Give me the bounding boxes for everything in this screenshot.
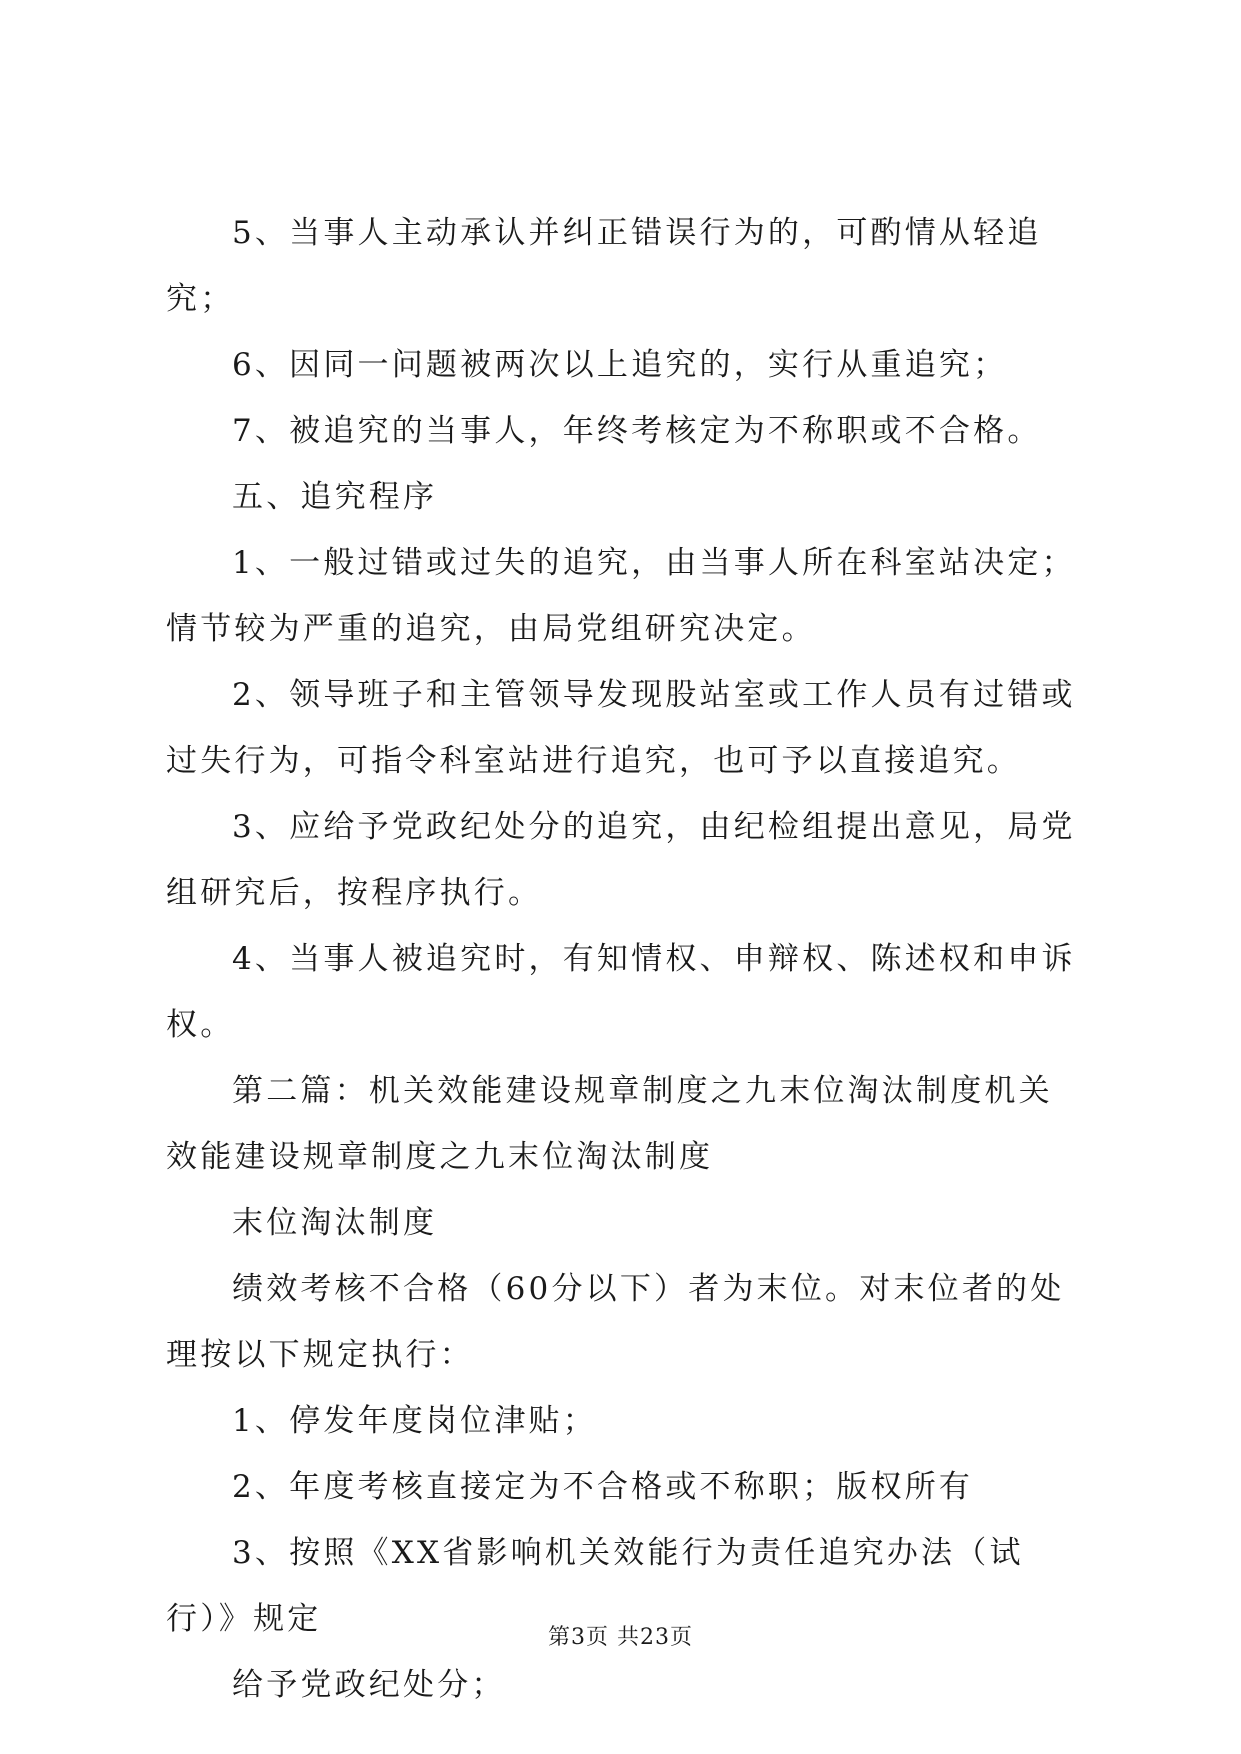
elimination-item-1: 1、停发年度岗位津贴； bbox=[232, 1403, 597, 1439]
elimination-rule-intro: 绩效考核不合格（60分以下）者为末位。对末位者的处理按以下规定执行： bbox=[166, 1271, 1065, 1373]
elimination-item-2: 2、年度考核直接定为不合格或不称职；版权所有 bbox=[232, 1469, 974, 1505]
procedure-item-4: 4、当事人被追究时，有知情权、申辩权、陈述权和申诉权。 bbox=[166, 941, 1076, 1043]
section-heading-procedure: 五、追究程序 bbox=[232, 479, 438, 515]
chapter-two-title: 第二篇：机关效能建设规章制度之九末位淘汰制度机关效能建设规章制度之九末位淘汰制度 bbox=[166, 1073, 1053, 1175]
paragraph-6-heavy-penalty: 6、因同一问题被两次以上追究的，实行从重追究； bbox=[232, 347, 1008, 383]
paragraph-5-light-penalty: 5、当事人主动承认并纠正错误行为的，可酌情从轻追究； bbox=[166, 215, 1042, 317]
page-number-footer: 第3页 共23页 bbox=[548, 1625, 693, 1650]
document-body bbox=[166, 200, 1086, 1718]
procedure-item-3: 3、应给予党政纪处分的追究，由纪检组提出意见，局党组研究后，按程序执行。 bbox=[166, 809, 1076, 911]
elimination-item-3-continued: 给予党政纪处分； bbox=[232, 1667, 506, 1703]
procedure-item-1: 1、一般过错或过失的追究，由当事人所在科室站决定；情节较为严重的追究，由局党组研究决定。 bbox=[166, 545, 1076, 647]
paragraph-7-annual-review: 7、被追究的当事人，年终考核定为不称职或不合格。 bbox=[232, 413, 1042, 449]
procedure-item-2: 2、领导班子和主管领导发现股站室或工作人员有过错或过失行为，可指令科室站进行追究，也可予以直接追究。 bbox=[166, 677, 1076, 779]
elimination-item-3: 3、按照《XX省影响机关效能行为责任追究办法（试行）》规定 bbox=[166, 1535, 1024, 1637]
subsection-title: 末位淘汰制度 bbox=[232, 1205, 438, 1241]
